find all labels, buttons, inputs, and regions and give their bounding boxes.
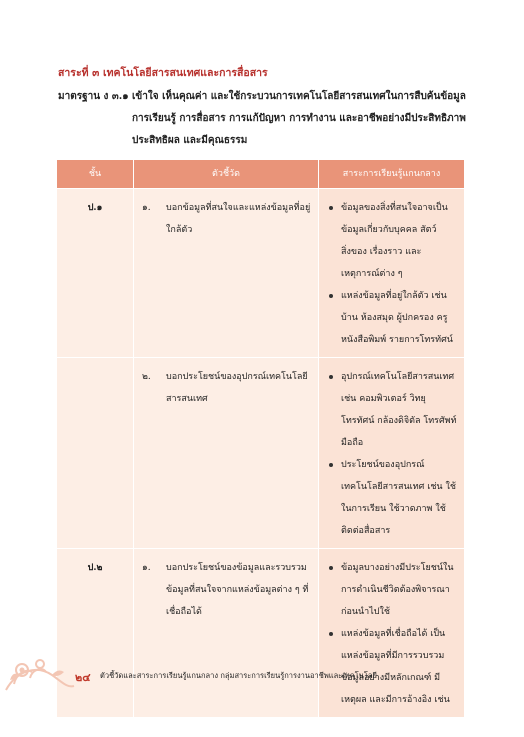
content-item: อุปกรณ์เทคโนโลยีสารสนเทศ เช่น คอมพิวเตอร์ วิทยุ โทรทัศน์ กล้องดิจิตัล โทรศัพท์มือถือ (327, 366, 458, 454)
footer-title: ตัวชี้วัดและสาระการเรียนรู้แกนกลาง กลุ่มสาระการเรียนรู้การงานอาชีพและเทคโนโลยี (100, 671, 377, 680)
header-content: สาระการเรียนรู้แกนกลาง (319, 160, 465, 189)
header-grade: ชั้น (57, 160, 134, 189)
strand-title: สาระที่ ๓ เทคโนโลยีสารสนเทศและการสื่อสาร (58, 67, 268, 79)
content-cell (319, 358, 465, 549)
indicator-cell (134, 358, 319, 549)
grade-cell (57, 358, 134, 549)
page-footer (0, 650, 524, 700)
content-item: ประโยชน์ของอุปกรณ์เทคโนโลยีสารสนเทศ เช่น ใช้ในการเรียน ใช้วาดภาพ ใช้ติดต่อสื่อสาร (327, 454, 458, 542)
table-row (57, 358, 465, 549)
indicator-number: ๑. (142, 203, 151, 213)
indicator-cell (134, 189, 319, 358)
floral-ornament-icon (2, 650, 82, 700)
standard-text: เข้าใจ เห็นคุณค่า และใช้กระบวนการเทคโนโลยีสารสนเทศในการสืบค้นข้อมูล การเรียนรู้ การสื่อสาร การแก้ปัญหา การทำงาน และอาชีพอย่างมีประสิทธิภาพ ประสิทธิผล และมีคุณธรรม (132, 91, 466, 146)
indicator-text: บอกประโยชน์ของข้อมูลและรวบรวมข้อมูลที่สนใจจากแหล่งข้อมูลต่าง ๆ ที่เชื่อถือได้ (166, 563, 309, 617)
content-item: ข้อมูลของสิ่งที่สนใจอาจเป็นข้อมูลเกี่ยวกับบุคคล สัตว์ สิ่งของ เรื่องราว และเหตุการณ์ต่าง ๆ (327, 197, 458, 285)
header-indicator: ตัวชี้วัด (134, 160, 319, 189)
grade-cell: ป.๒ (57, 549, 134, 718)
indicator-table (56, 159, 465, 718)
content-item: แหล่งข้อมูลที่เชื่อถือได้ เป็นแหล่งข้อมูลที่มีการรวบรวมข้อมูลอย่างมีหลักเกณฑ์ มีเหตุผล และมีการอ้างอิง เช่น (327, 623, 458, 711)
indicator-text: บอกข้อมูลที่สนใจและแหล่งข้อมูลที่อยู่ใกล้ตัว (166, 203, 311, 235)
table-row (57, 189, 465, 358)
standard-code: มาตรฐาน ง ๓.๑ (58, 91, 129, 102)
indicator-number: ๑. (142, 563, 151, 573)
table-header-row (57, 160, 465, 189)
indicator-number: ๒. (142, 372, 151, 382)
indicator-text: บอกประโยชน์ของอุปกรณ์เทคโนโลยีสารสนเทศ (166, 372, 308, 404)
content-item: ข้อมูลบางอย่างมีประโยชน์ในการดำเนินชีวิตต้องพิจารณาก่อนนำไปใช้ (327, 557, 458, 623)
content-cell (319, 189, 465, 358)
page-number: ๒๔ (75, 671, 91, 684)
grade-cell: ป.๑ (57, 189, 134, 358)
content-item: แหล่งข้อมูลที่อยู่ใกล้ตัว เช่น บ้าน ห้องสมุด ผู้ปกครอง ครู หนังสือพิมพ์ รายการโทรทัศน์ (327, 285, 458, 351)
standard-block (58, 86, 478, 152)
